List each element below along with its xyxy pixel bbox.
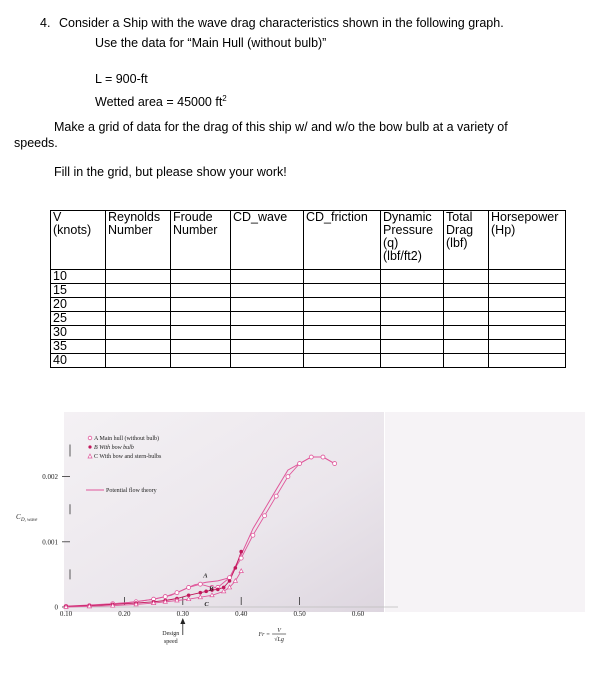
- curve-label-b: B: [209, 585, 214, 593]
- curve-label-c: C: [204, 601, 209, 608]
- legend-item-c: C With bow and stern-bulbs: [94, 454, 162, 460]
- x-tick-label: 0.10: [59, 610, 73, 618]
- table-row: [51, 340, 566, 354]
- series-a-point: [198, 582, 202, 586]
- header-cd-friction: CD_friction: [304, 211, 381, 270]
- series-a-point: [163, 595, 167, 599]
- legend-item-b: B With bow bulb: [94, 445, 134, 451]
- wave-drag-chart: [0, 400, 614, 683]
- design-speed-label-1: Design: [162, 631, 180, 637]
- header-froude: Froude Number: [171, 211, 231, 270]
- curve-label-a: A: [203, 572, 208, 580]
- froude-denominator: √Lg: [274, 637, 284, 643]
- header-dynamic-pressure: Dynamic Pressure (q) (lbf/ft2): [381, 211, 444, 270]
- series-a-point: [239, 556, 243, 560]
- table-row: [51, 298, 566, 312]
- y-tick-label: 0.002: [42, 473, 58, 482]
- drag-data-grid: [50, 210, 566, 368]
- instruction-line-2: speeds.: [14, 136, 58, 150]
- speed-cell: 10: [51, 270, 106, 284]
- froude-numerator: V: [277, 628, 281, 634]
- fill-in-instruction: Fill in the grid, but please show your work!: [54, 165, 287, 179]
- header-reynolds: Reynolds Number: [106, 211, 171, 270]
- table-header-row: [51, 211, 566, 270]
- series-a-point: [175, 591, 179, 595]
- legend-marker-b: [88, 445, 91, 448]
- question-number: 4.: [40, 16, 51, 30]
- series-b-point: [234, 566, 238, 570]
- series-b-point: [228, 579, 232, 583]
- series-b-point: [204, 590, 208, 594]
- y-axis-label: C: [16, 513, 21, 521]
- series-b-point: [216, 588, 220, 592]
- series-a-point: [286, 475, 290, 479]
- legend-marker-a: [88, 436, 92, 440]
- table-row: [51, 270, 566, 284]
- design-speed-label-2: speed: [163, 639, 178, 645]
- series-a-point: [309, 455, 313, 459]
- speed-cell: 25: [51, 312, 106, 326]
- design-speed-arrowhead: [180, 618, 185, 624]
- series-a-point: [251, 533, 255, 537]
- header-horsepower: Horsepower (Hp): [489, 211, 566, 270]
- chart-background-right: [385, 412, 585, 612]
- series-b-point: [199, 591, 203, 595]
- y-tick-label: 0.001: [42, 538, 58, 547]
- legend-item-potential: Potential flow theory: [106, 488, 157, 494]
- table-row: [51, 354, 566, 368]
- series-a-point: [228, 576, 232, 580]
- wetted-area-spec: Wetted area = 45000 $ft^2$: [95, 94, 227, 109]
- header-total-drag: Total Drag (lbf): [444, 211, 489, 270]
- table-row: [51, 326, 566, 340]
- series-b-point: [239, 550, 243, 554]
- froude-label: Fr =: [258, 632, 271, 638]
- y-axis-label-sub: D, wave: [21, 518, 38, 523]
- x-tick-label: 0.50: [293, 610, 306, 618]
- wetted-area-exponent: 2: [222, 94, 227, 103]
- x-tick-label: 0.20: [118, 610, 131, 618]
- speed-cell: 35: [51, 340, 106, 354]
- x-tick-label: 0.60: [351, 610, 365, 618]
- series-a-point: [321, 455, 325, 459]
- instruction-line-1: Make a grid of data for the drag of this ship w/ and w/o the bow bulb at a variety of: [54, 120, 508, 134]
- legend-item-a: A Main hull (without bulb): [94, 436, 159, 442]
- series-a-point: [274, 494, 278, 498]
- series-a-point: [263, 514, 267, 518]
- table-row: [51, 284, 566, 298]
- table-row: [51, 312, 566, 326]
- y-tick-label: 0: [54, 603, 58, 612]
- speed-cell: 20: [51, 298, 106, 312]
- speed-cell: 40: [51, 354, 106, 368]
- question-line-2: Use the data for “Main Hull (without bulb)”: [95, 36, 327, 50]
- speed-cell: 30: [51, 326, 106, 340]
- series-a-point: [187, 585, 191, 589]
- series-a-point: [298, 462, 302, 466]
- x-tick-label: 0.40: [235, 610, 248, 618]
- header-velocity: V (knots): [51, 211, 106, 270]
- length-spec: L = 900-ft: [95, 72, 148, 86]
- speed-cell: 15: [51, 284, 106, 298]
- question-line-1: Consider a Ship with the wave drag characteristics shown in the following graph.: [59, 16, 504, 30]
- header-cd-wave: CD_wave: [231, 211, 304, 270]
- x-tick-label: 0.30: [176, 610, 189, 618]
- series-a-point: [333, 462, 337, 466]
